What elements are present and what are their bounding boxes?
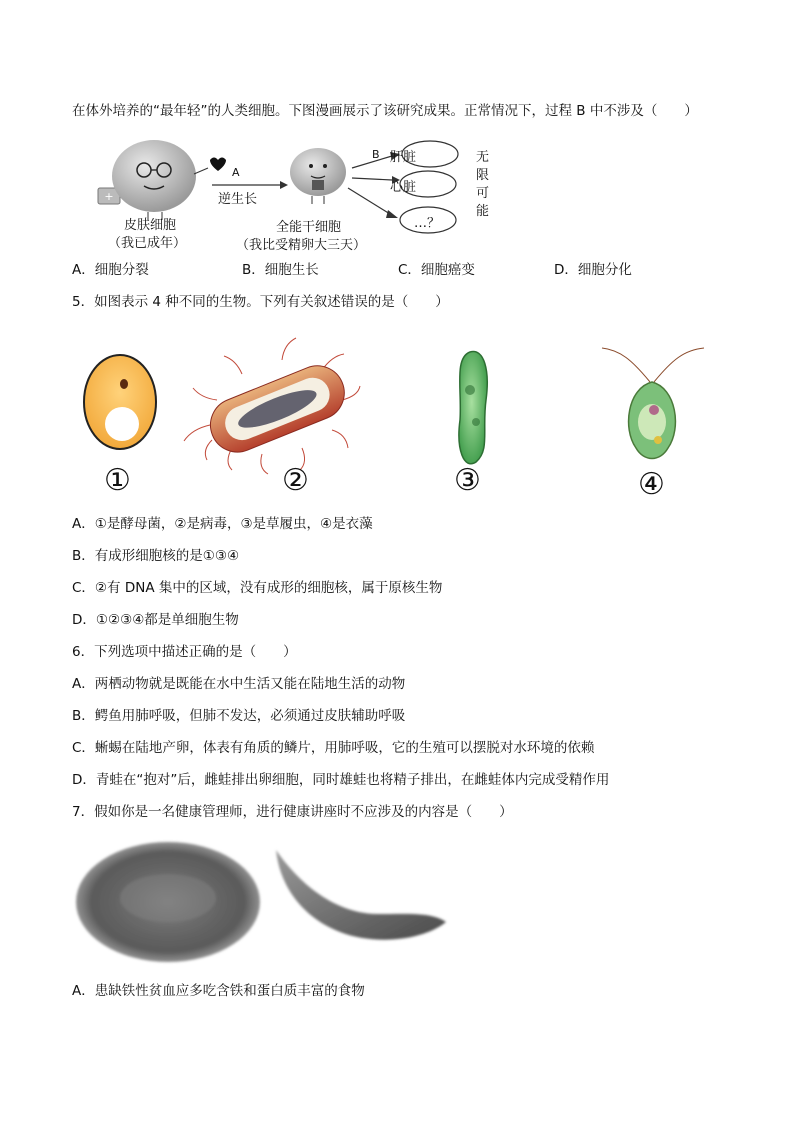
side-text-4: 能 — [476, 204, 490, 219]
q4-stem: 在体外培养的“最年轻”的人类细胞。下图漫画展示了该研究成果。正常情况下，过程 B 中不涉及（ ） — [72, 103, 698, 119]
q4-option-d[interactable]: D．细胞分化 — [554, 262, 632, 278]
organism-label-1: ① — [104, 463, 131, 498]
q5-stem: 5．如图表示 4 种不同的生物。下列有关叙述错误的是（ ） — [72, 294, 449, 310]
skin-cell-label: 皮肤细胞 — [124, 218, 177, 233]
q5-option-c[interactable]: C．②有 DNA 集中的区域，没有成形的细胞核，属于原核生物 — [72, 580, 443, 596]
bubble-unknown: …？ — [414, 216, 441, 231]
q4-option-b[interactable]: B．细胞生长 — [242, 262, 319, 278]
arrow-a-text: 逆生长 — [218, 192, 258, 207]
q5-option-d[interactable]: D．①②③④都是单细胞生物 — [72, 612, 239, 628]
arrow-b-letter: B — [372, 148, 380, 161]
q5-option-a[interactable]: A．①是酵母菌，②是病毒，③是草履虫，④是衣藻 — [72, 516, 373, 532]
q4-diagram — [90, 140, 510, 252]
q4-option-a[interactable]: A．细胞分裂 — [72, 262, 149, 278]
side-text-3: 可 — [476, 186, 490, 201]
q7-blood-cells-figure — [72, 836, 460, 970]
stem-cell-label: 全能干细胞 — [276, 220, 342, 235]
bubble-heart: 心脏 — [390, 180, 417, 195]
organism-label-3: ③ — [454, 463, 481, 498]
blood-cell-illustration — [72, 836, 460, 970]
q5-option-b[interactable]: B．有成形细胞核的是①③④ — [72, 548, 240, 564]
q6-option-a[interactable]: A．两栖动物就是既能在水中生活又能在陆地生活的动物 — [72, 676, 406, 692]
q7-option-a[interactable]: A．患缺铁性贫血应多吃含铁和蛋白质丰富的食物 — [72, 983, 365, 999]
q5-organisms-figure — [72, 330, 722, 505]
q6-option-c[interactable]: C．蜥蜴在陆地产卵，体表有角质的鳞片，用肺呼吸，它的生殖可以摆脱对水环境的依赖 — [72, 740, 595, 756]
stem-cell-note: （我比受精卵大三天） — [236, 238, 367, 253]
q4-option-c[interactable]: C．细胞癌变 — [398, 262, 475, 278]
bubble-liver: 肝脏 — [390, 150, 417, 165]
q7-stem: 7．假如你是一名健康管理师，进行健康讲座时不应涉及的内容是（ ） — [72, 804, 513, 820]
side-text-1: 无 — [476, 150, 490, 165]
organisms-illustration — [72, 330, 722, 505]
organism-label-4: ④ — [638, 467, 665, 502]
q6-stem: 6．下列选项中描述正确的是（ ） — [72, 644, 297, 660]
q6-option-d[interactable]: D．青蛙在“抱对”后，雌蛙排出卵细胞，同时雄蛙也将精子排出，在雌蛙体内完成受精作用 — [72, 772, 610, 788]
arrow-a-letter: A — [232, 166, 240, 179]
side-text-2: 限 — [476, 168, 490, 183]
skin-cell-note: （我已成年） — [108, 236, 187, 251]
svg-text:+: + — [104, 190, 114, 203]
organism-label-2: ② — [282, 463, 309, 498]
q6-option-b[interactable]: B．鳄鱼用肺呼吸，但肺不发达，必须通过皮肤辅助呼吸 — [72, 708, 406, 724]
